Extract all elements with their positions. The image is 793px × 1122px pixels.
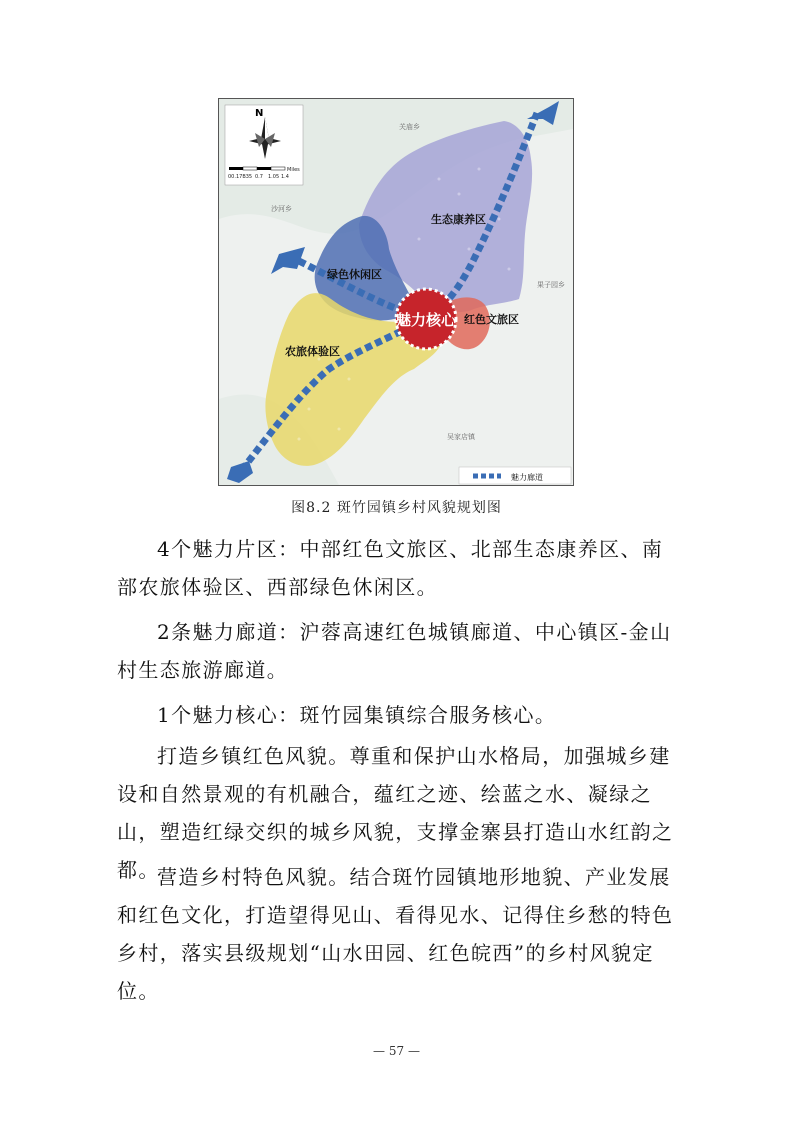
paragraph-town-style: 打造乡镇红色风貌。尊重和保护山水格局，加强城乡建设和自然景观的有机融合，蕴红之迹、绘蓝之水、凝绿之山，塑造红绿交织的城乡风貌，支撑金寨县打造山水红韵之都。 — [117, 744, 674, 882]
scale-bar — [229, 167, 285, 170]
figure-caption: 图8.2 斑竹园镇乡村风貌规划图 — [291, 500, 502, 516]
scale-tick-0: 00.17B35 — [228, 174, 253, 180]
zone-label-agri: 农旅体验区 — [285, 345, 340, 358]
town-label-east: 果子园乡 — [537, 281, 565, 289]
planning-map — [218, 98, 574, 486]
legend-label: 魅力廊道 — [511, 473, 543, 482]
north-label: N — [255, 108, 264, 119]
scale-tick-3: 1.4 — [281, 174, 289, 180]
scale-tick-1: 0.7 — [255, 174, 263, 180]
zone-label-red: 红色文旅区 — [464, 313, 519, 326]
paragraph-zones: 4个魅力片区：中部红色文旅区、北部生态康养区、南部农旅体验区、西部绿色休闲区。 — [117, 537, 664, 599]
paragraph-core: 1个魅力核心：斑竹园集镇综合服务核心。 — [157, 703, 557, 727]
scale-tick-2: 1.05 — [268, 174, 280, 180]
page-number: — 57 — — [373, 1044, 420, 1058]
town-label-north: 关庙乡 — [399, 123, 420, 131]
paragraph-village-style: 营造乡村特色风貌。结合斑竹园镇地形地貌、产业发展和红色文化，打造望得见山、看得见水、记得住乡愁的特色乡村，落实县级规划“山水田园、红色皖西”的乡村风貌定位。 — [117, 865, 674, 1003]
north-arrow-box — [225, 105, 303, 185]
map-legend — [459, 467, 571, 484]
zone-label-leisure: 绿色休闲区 — [327, 268, 382, 281]
zone-label-eco: 生态康养区 — [431, 213, 486, 226]
town-label-west: 沙河乡 — [271, 205, 292, 213]
scale-unit: Miles — [287, 167, 300, 173]
map-canvas — [219, 99, 573, 485]
paragraph-corridors: 2条魅力廊道：沪蓉高速红色城镇廊道、中心镇区-金山村生态旅游廊道。 — [117, 620, 672, 682]
core-label: 魅力核心 — [395, 311, 457, 329]
town-label-south: 吴家店镇 — [447, 433, 475, 441]
